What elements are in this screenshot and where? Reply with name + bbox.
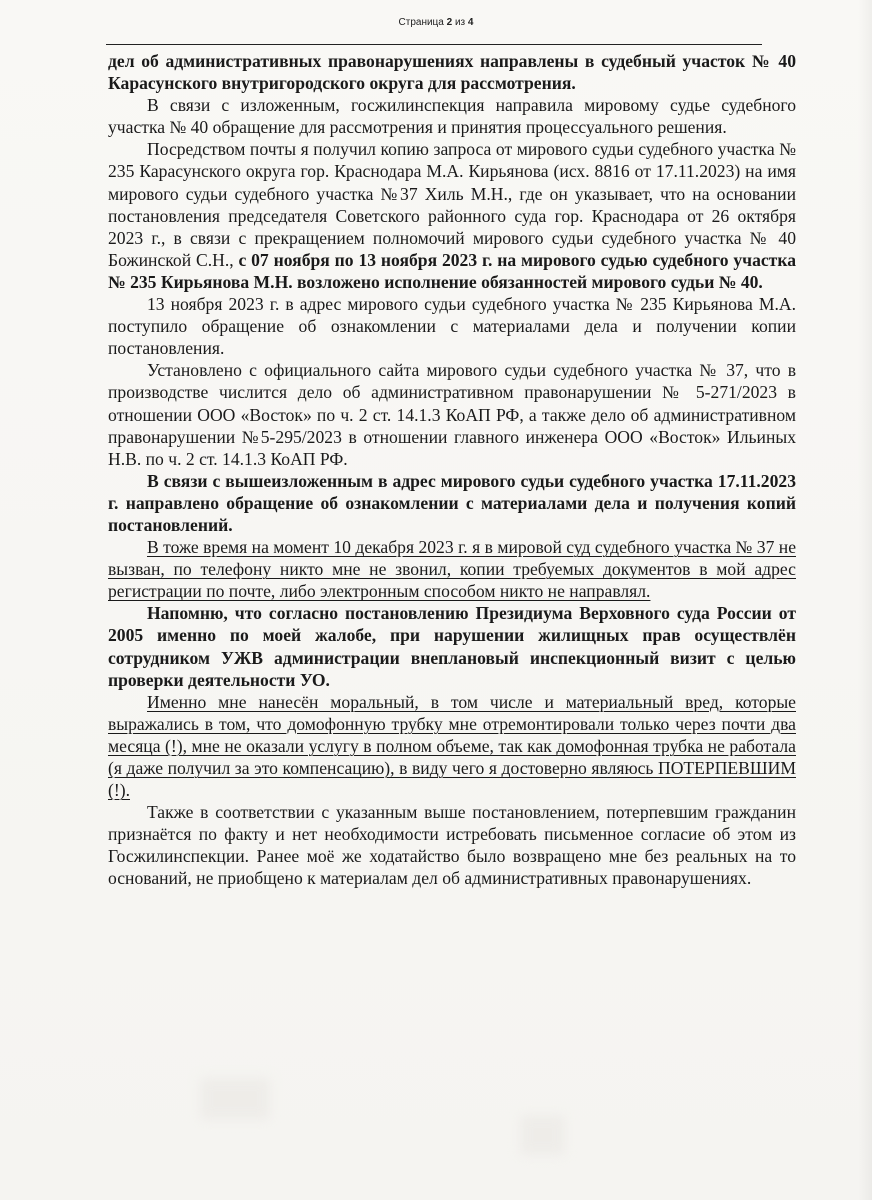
paragraph-7 bbox=[108, 536, 796, 602]
paragraph-5: Установлено с официального сайта мирового судьи судебного участка № 37, что в производстве числится дело об административном правонарушении № 5-271/2023 в отношении ООО «Восток» по ч. 2 ст. 14.1.3 КоАП РФ, а также дело об административном правонарушении №5-295/2023 в отношении главного инженера ООО «Восток» Ильиных Н.В. по ч. 2 ст. 14.1.3 КоАП РФ. bbox=[108, 360, 796, 469]
paragraph-2: В связи с изложенным, госжилинспекция направила мировому судье судебного участка № 40 обращение для рассмотрения и принятия процессуального решения. bbox=[108, 95, 796, 138]
page-header-middle: из bbox=[452, 17, 468, 28]
scan-edge-shadow bbox=[858, 0, 872, 1200]
page-header-prefix: Страница bbox=[398, 17, 447, 28]
paragraph-9-underlined: Именно мне нанесён моральный, в том числе и материальный вред, которые выражались в том, что домофонную трубку мне отремонтировали только через почти два месяца (!), мне не оказали услугу в полном объеме, так как домофонная трубка не работала (я даже получил за это компенсацию), в виду чего я достоверно являюсь ПОТЕРПЕВШИМ (!). bbox=[108, 691, 796, 801]
paragraph-1: дел об административных правонарушениях направлены в судебный участок № 40 Карасунского внутригородского округа для рассмотрения. bbox=[108, 51, 796, 94]
paragraph-6: В связи с вышеизложенным в адрес мирового судьи судебного участка 17.11.2023 г. направлено обращение об ознакомлении с материалами дела и получения копий постановлений. bbox=[108, 470, 796, 535]
page-header bbox=[0, 17, 872, 28]
scan-blur-right bbox=[520, 1115, 565, 1155]
paragraph-10: Также в соответствии с указанным выше постановлением, потерпевшим гражданин признаётся по факту и нет необходимости истребовать письменное согласие об этом из Госжилинспекции. Ранее моё же ходатайство было возвращено мне без реальных на то оснований, не приобщено к материалам дел об административных правонарушениях. bbox=[108, 802, 796, 889]
scan-blur-left bbox=[200, 1078, 270, 1120]
page-total-number: 4 bbox=[467, 17, 474, 28]
paragraph-9 bbox=[108, 691, 796, 801]
paragraph-8: Напомню, что согласно постановлению Президиума Верховного суда России от 2005 именно по моей жалобе, при нарушении жилищных прав осуществлён сотрудником УЖВ администрации внеплановый инспекционный визит с целью проверки деятельности УО. bbox=[108, 603, 796, 690]
paragraph-3-bold: с 07 ноября по 13 ноября 2023 г. на мирового судью судебного участка № 235 Кирьянова М.Н. возложено исполнение обязанностей мирового судьи № 40. bbox=[108, 249, 796, 292]
top-rule bbox=[106, 44, 762, 45]
paragraph-4: 13 ноября 2023 г. в адрес мирового судьи судебного участка № 235 Кирьянова М.А. поступило обращение об ознакомлении с материалами дела и получении копии постановления. bbox=[108, 294, 796, 359]
page-current-number: 2 bbox=[446, 17, 453, 28]
paragraph-7-underlined: В тоже время на момент 10 декабря 2023 г. я в мировой суд судебного участка № 37 не вызван, по телефону никто мне не звонил, копии требуемых документов в мой адрес регистрации по почте, либо электронным способом никто не направлял. bbox=[108, 537, 796, 602]
document-body bbox=[108, 50, 796, 890]
paragraph-3 bbox=[108, 138, 796, 293]
paragraph-3-plain: Посредством почты я получил копию запроса от мирового судьи судебного участка № 235 Карасунского округа гор. Краснодара М.А. Кирьянова (исх. 8816 от 17.11.2023) на имя мирового судьи судебного участка №37 Хиль М.Н., где он указывает, что на основании постановления председателя Советского районного суда гор. Краснодара от 26 октября 2023 г., в связи с прекращением полномочий мирового судьи судебного участка № 40 Божинской С.Н., bbox=[108, 139, 796, 270]
